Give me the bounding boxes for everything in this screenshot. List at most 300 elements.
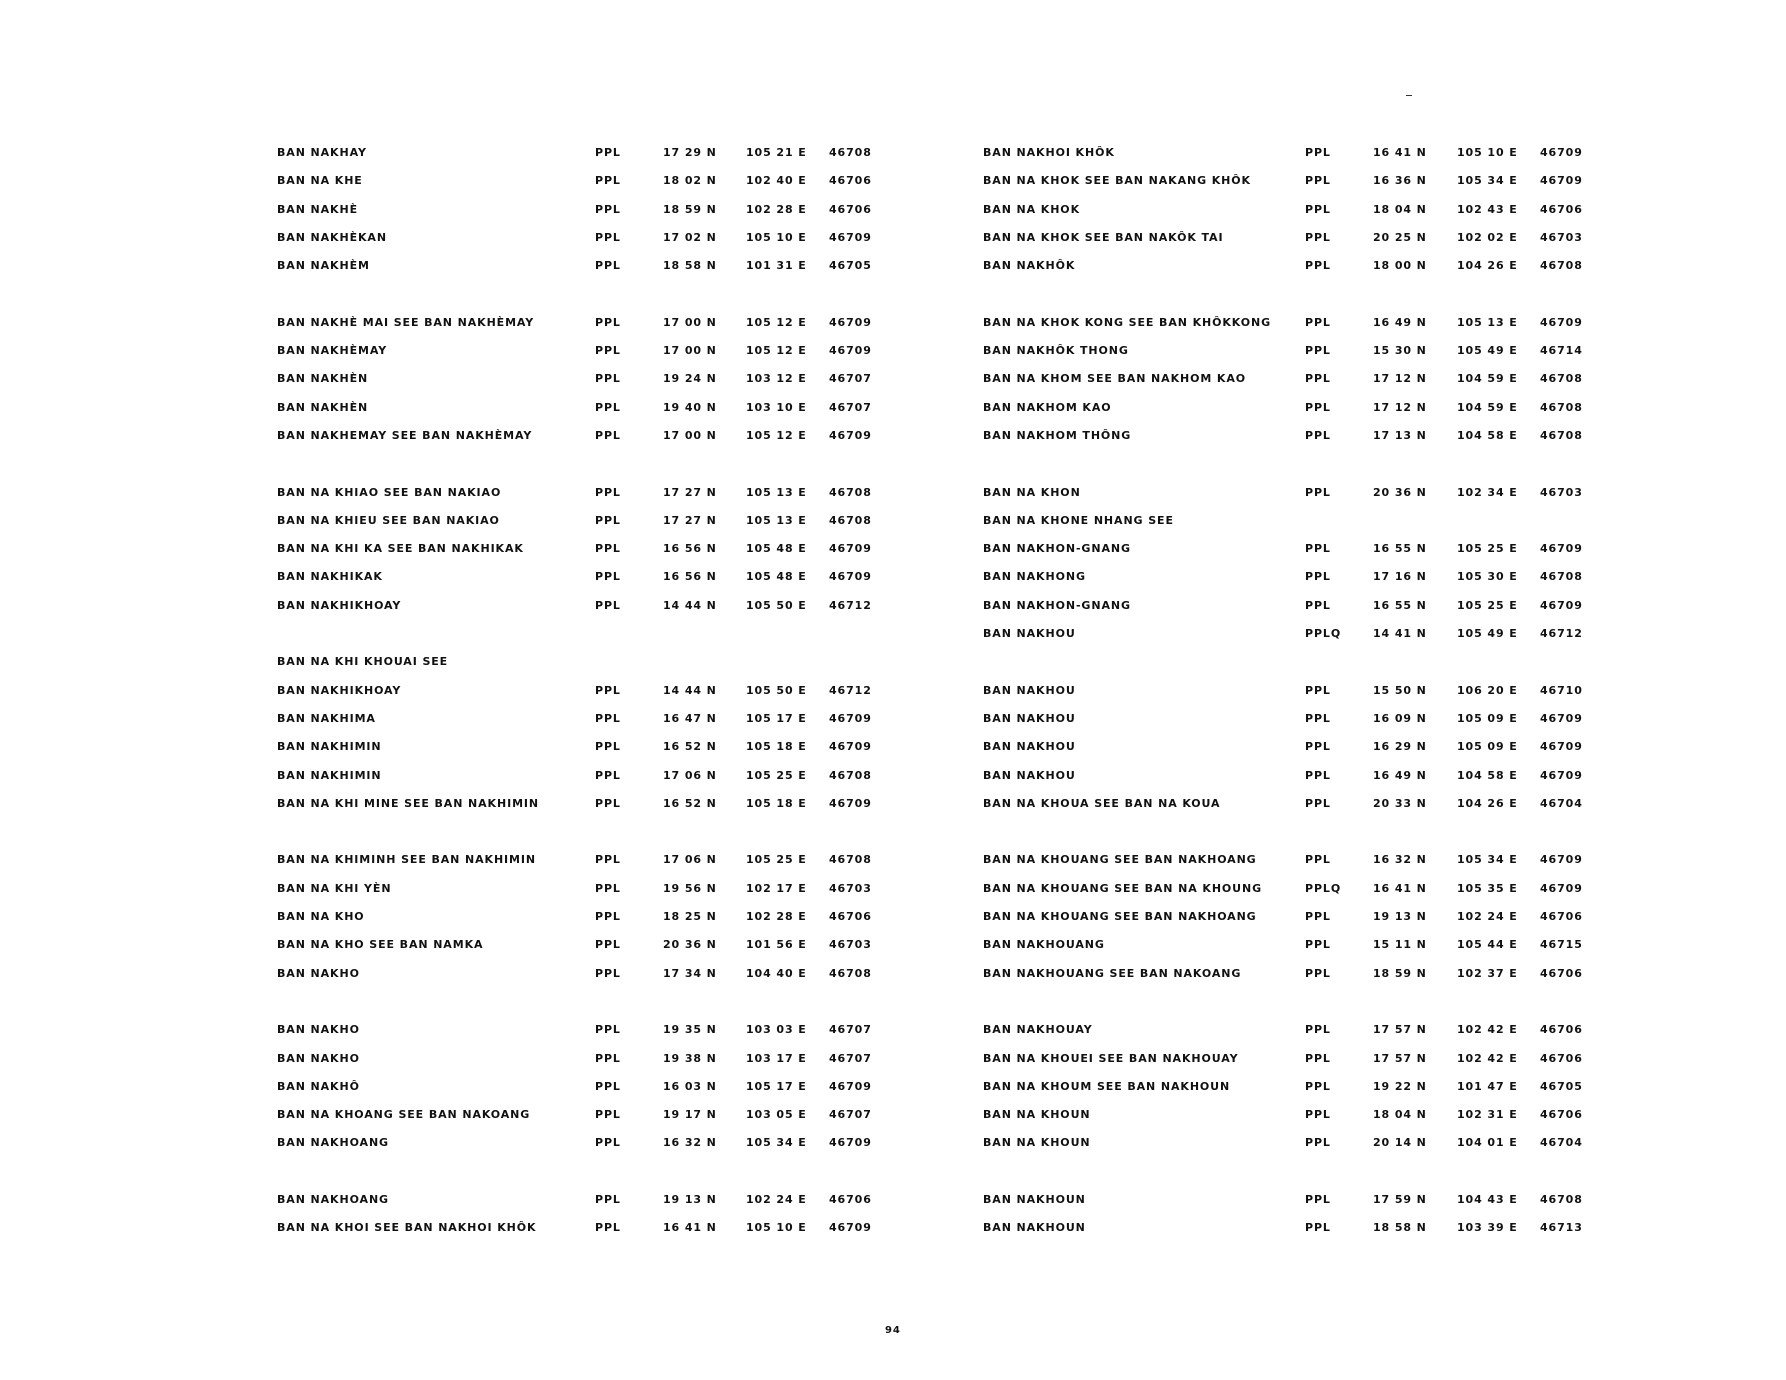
gazetteer-entry [983, 570, 1623, 598]
longitude: 102 24 E [746, 1192, 807, 1206]
gazetteer-entry [277, 769, 917, 797]
feature-type: PPL [595, 372, 621, 386]
map-sheet-code: 46709 [1540, 711, 1583, 725]
gazetteer-entry [983, 967, 1623, 995]
latitude: 19 40 N [663, 400, 717, 414]
map-sheet-code: 46703 [1540, 230, 1583, 244]
map-sheet-code: 46707 [829, 372, 872, 386]
place-name: BAN NAKHOU [983, 683, 1076, 697]
feature-type: PPL [1305, 683, 1331, 697]
place-name: BAN NAKHÈ MAI SEE BAN NAKHÈMAY [277, 315, 535, 329]
gazetteer-entry [277, 1080, 917, 1108]
gazetteer-entry [983, 1221, 1623, 1249]
map-sheet-code: 46709 [829, 1079, 872, 1093]
longitude: 105 18 E [746, 740, 807, 754]
feature-type: PPL [595, 570, 621, 584]
feature-type: PPL [1305, 768, 1331, 782]
feature-type: PPL [1305, 740, 1331, 754]
feature-type: PPL [1305, 853, 1331, 867]
longitude: 105 34 E [746, 1136, 807, 1150]
page-number: 94 [885, 1325, 901, 1336]
map-sheet-code: 46708 [829, 966, 872, 980]
latitude: 18 58 N [1373, 1221, 1427, 1235]
gazetteer-entry [277, 570, 917, 598]
latitude: 20 36 N [663, 938, 717, 952]
gazetteer-entry [277, 1136, 917, 1164]
latitude: 17 00 N [663, 344, 717, 358]
gazetteer-entry [983, 910, 1623, 938]
gazetteer-entry [277, 853, 917, 881]
map-sheet-code: 46708 [1540, 428, 1583, 442]
gazetteer-entry [983, 287, 1623, 315]
map-sheet-code: 46708 [1540, 570, 1583, 584]
longitude: 101 31 E [746, 259, 807, 273]
map-sheet-code: 46704 [1540, 1136, 1583, 1150]
feature-type: PPL [1305, 485, 1331, 499]
gazetteer-entry [277, 287, 917, 315]
map-sheet-code: 46709 [829, 570, 872, 584]
gazetteer-entry [277, 542, 917, 570]
feature-type: PPL [595, 542, 621, 556]
place-name: BAN NAKHOU [983, 627, 1076, 641]
map-sheet-code: 46706 [1540, 1023, 1583, 1037]
place-name: BAN NA KHOUM SEE BAN NAKHOUN [983, 1079, 1231, 1093]
feature-type: PPL [595, 1051, 621, 1065]
place-name: BAN NA KHOUN [983, 1136, 1091, 1150]
latitude: 17 27 N [663, 513, 717, 527]
longitude: 105 12 E [746, 315, 807, 329]
map-sheet-code: 46709 [829, 1221, 872, 1235]
place-name: BAN NA KHOI SEE BAN NAKHOI KHÔK [277, 1221, 537, 1235]
latitude: 19 13 N [663, 1192, 717, 1206]
latitude: 17 59 N [1373, 1192, 1427, 1206]
longitude: 105 18 E [746, 796, 807, 810]
latitude: 16 32 N [663, 1136, 717, 1150]
longitude: 105 13 E [746, 485, 807, 499]
gazetteer-entry [277, 1193, 917, 1221]
latitude: 19 38 N [663, 1051, 717, 1065]
latitude: 14 44 N [663, 598, 717, 612]
map-sheet-code: 46706 [829, 202, 872, 216]
gazetteer-entry [277, 486, 917, 514]
latitude: 16 55 N [1373, 542, 1427, 556]
gazetteer-entry [983, 542, 1623, 570]
longitude: 105 25 E [746, 853, 807, 867]
place-name: BAN NA KHON [983, 485, 1081, 499]
place-name: BAN NAKHOUAY [983, 1023, 1093, 1037]
latitude: 18 04 N [1373, 202, 1427, 216]
longitude: 103 12 E [746, 372, 807, 386]
map-sheet-code: 46709 [1540, 598, 1583, 612]
map-sheet-code: 46709 [829, 315, 872, 329]
map-sheet-code: 46703 [829, 938, 872, 952]
latitude: 17 57 N [1373, 1023, 1427, 1037]
feature-type: PPL [595, 1108, 621, 1122]
map-sheet-code: 46706 [1540, 1108, 1583, 1122]
latitude: 16 52 N [663, 796, 717, 810]
longitude: 103 17 E [746, 1051, 807, 1065]
place-name: BAN NA KHOUN [983, 1108, 1091, 1122]
place-name: BAN NA KHIAO SEE BAN NAKIAO [277, 485, 502, 499]
gazetteer-entry [277, 514, 917, 542]
place-name: BAN NAKHON-GNANG [983, 542, 1131, 556]
place-name: BAN NAKHO [277, 966, 360, 980]
map-sheet-code: 46709 [1540, 146, 1583, 159]
place-name: BAN NAKHIMIN [277, 768, 382, 782]
feature-type: PPL [1305, 570, 1331, 584]
latitude: 16 55 N [1373, 598, 1427, 612]
feature-type: PPL [1305, 1079, 1331, 1093]
latitude: 20 25 N [1373, 230, 1427, 244]
gazetteer-entry [983, 995, 1623, 1023]
place-name: BAN NA KHI YÈN [277, 881, 392, 895]
latitude: 20 36 N [1373, 485, 1427, 499]
place-name: BAN NA KHOK [983, 202, 1080, 216]
latitude: 17 06 N [663, 853, 717, 867]
longitude: 105 10 E [1457, 146, 1518, 159]
latitude: 19 56 N [663, 881, 717, 895]
longitude: 105 48 E [746, 542, 807, 556]
gazetteer-entry [277, 457, 917, 485]
longitude: 102 31 E [1457, 1108, 1518, 1122]
latitude: 17 29 N [663, 146, 717, 159]
gazetteer-entry [983, 203, 1623, 231]
gazetteer-entry [277, 797, 917, 825]
place-name: BAN NAKHO [277, 1051, 360, 1065]
longitude: 105 44 E [1457, 938, 1518, 952]
place-name: BAN NA KHOK SEE BAN NAKÔK TAI [983, 230, 1224, 244]
latitude: 17 13 N [1373, 428, 1427, 442]
map-sheet-code: 46714 [1540, 344, 1583, 358]
longitude: 102 02 E [1457, 230, 1518, 244]
gazetteer-entry [983, 372, 1623, 400]
feature-type: PPL [1305, 146, 1331, 159]
place-name: BAN NA KHE [277, 174, 363, 188]
place-name: BAN NA KHOUEI SEE BAN NAKHOUAY [983, 1051, 1239, 1065]
map-sheet-code: 46708 [829, 853, 872, 867]
place-name: BAN NA KHOANG SEE BAN NAKOANG [277, 1108, 531, 1122]
place-name: BAN NA KHI MINE SEE BAN NAKHIMIN [277, 796, 540, 810]
gazetteer-entry [983, 146, 1623, 174]
longitude: 105 21 E [746, 146, 807, 159]
place-name: BAN NA KHOUA SEE BAN NA KOUA [983, 796, 1221, 810]
left-column [277, 146, 917, 1250]
feature-type: PPL [595, 1023, 621, 1037]
map-sheet-code: 46709 [829, 542, 872, 556]
feature-type: PPL [595, 259, 621, 273]
longitude: 105 13 E [746, 513, 807, 527]
feature-type: PPL [595, 938, 621, 952]
gazetteer-entry [277, 174, 917, 202]
feature-type: PPL [595, 485, 621, 499]
feature-type: PPL [1305, 910, 1331, 924]
longitude: 101 56 E [746, 938, 807, 952]
latitude: 18 59 N [1373, 966, 1427, 980]
place-name: BAN NA KHOUANG SEE BAN NA KHOUNG [983, 881, 1263, 895]
feature-type: PPL [595, 853, 621, 867]
longitude: 105 25 E [1457, 598, 1518, 612]
place-name: BAN NAKHOUN [983, 1192, 1086, 1206]
map-sheet-code: 46706 [829, 910, 872, 924]
map-sheet-code: 46706 [1540, 1051, 1583, 1065]
map-sheet-code: 46709 [829, 711, 872, 725]
map-sheet-code: 46709 [1540, 174, 1583, 188]
gazetteer-entry [277, 429, 917, 457]
latitude: 17 27 N [663, 485, 717, 499]
place-name: BAN NAKHAY [277, 146, 367, 159]
gazetteer-entry [277, 203, 917, 231]
feature-type: PPL [1305, 1136, 1331, 1150]
latitude: 15 11 N [1373, 938, 1427, 952]
map-sheet-code: 46709 [829, 1136, 872, 1150]
place-name: BAN NAKHIKHOAY [277, 598, 402, 612]
map-sheet-code: 46708 [1540, 259, 1583, 273]
longitude: 102 28 E [746, 910, 807, 924]
latitude: 20 14 N [1373, 1136, 1427, 1150]
right-column [983, 146, 1623, 1250]
feature-type: PPL [595, 230, 621, 244]
feature-type: PPL [1305, 344, 1331, 358]
gazetteer-entry [277, 910, 917, 938]
feature-type: PPL [1305, 174, 1331, 188]
longitude: 102 43 E [1457, 202, 1518, 216]
gazetteer-entry [983, 316, 1623, 344]
gazetteer-entry [277, 1221, 917, 1249]
map-sheet-code: 46709 [1540, 740, 1583, 754]
feature-type: PPL [595, 796, 621, 810]
place-name: BAN NAKHÔK THONG [983, 344, 1129, 358]
latitude: 16 56 N [663, 570, 717, 584]
longitude: 102 42 E [1457, 1051, 1518, 1065]
latitude: 17 02 N [663, 230, 717, 244]
place-name: BAN NAKHOANG [277, 1192, 389, 1206]
longitude: 102 34 E [1457, 485, 1518, 499]
feature-type: PPL [1305, 1108, 1331, 1122]
latitude: 16 49 N [1373, 768, 1427, 782]
gazetteer-entry [983, 1165, 1623, 1193]
map-sheet-code: 46712 [829, 598, 872, 612]
feature-type: PPL [1305, 1221, 1331, 1235]
latitude: 16 56 N [663, 542, 717, 556]
map-sheet-code: 46709 [1540, 853, 1583, 867]
feature-type: PPL [1305, 598, 1331, 612]
feature-type: PPL [595, 344, 621, 358]
map-sheet-code: 46709 [1540, 315, 1583, 329]
map-sheet-code: 46715 [1540, 938, 1583, 952]
latitude: 16 49 N [1373, 315, 1427, 329]
map-sheet-code: 46705 [1540, 1079, 1583, 1093]
place-name: BAN NA KHOK SEE BAN NAKANG KHÔK [983, 174, 1251, 188]
map-sheet-code: 46709 [1540, 881, 1583, 895]
feature-type: PPL [595, 428, 621, 442]
latitude: 17 12 N [1373, 400, 1427, 414]
feature-type: PPL [1305, 1192, 1331, 1206]
map-sheet-code: 46707 [829, 1051, 872, 1065]
map-sheet-code: 46703 [1540, 485, 1583, 499]
place-name: BAN NAKHOUN [983, 1221, 1086, 1235]
map-sheet-code: 46709 [829, 230, 872, 244]
latitude: 17 06 N [663, 768, 717, 782]
latitude: 17 12 N [1373, 372, 1427, 386]
longitude: 102 42 E [1457, 1023, 1518, 1037]
feature-type: PPL [595, 1079, 621, 1093]
latitude: 18 04 N [1373, 1108, 1427, 1122]
stray-mark [1406, 95, 1412, 96]
gazetteer-entry [277, 599, 917, 627]
map-sheet-code: 46707 [829, 400, 872, 414]
map-sheet-code: 46708 [829, 146, 872, 159]
gazetteer-entry [983, 627, 1623, 655]
place-name: BAN NAKHIKAK [277, 570, 383, 584]
longitude: 105 10 E [746, 1221, 807, 1235]
longitude: 104 59 E [1457, 372, 1518, 386]
longitude: 104 26 E [1457, 259, 1518, 273]
latitude: 16 41 N [1373, 146, 1427, 159]
place-name: BAN NAKHÈN [277, 372, 369, 386]
place-name: BAN NAKHON-GNANG [983, 598, 1131, 612]
gazetteer-entry [983, 797, 1623, 825]
map-sheet-code: 46708 [829, 513, 872, 527]
longitude: 105 13 E [1457, 315, 1518, 329]
map-sheet-code: 46708 [829, 768, 872, 782]
map-sheet-code: 46708 [1540, 1192, 1583, 1206]
longitude: 104 58 E [1457, 428, 1518, 442]
feature-type: PPL [1305, 711, 1331, 725]
map-sheet-code: 46708 [1540, 400, 1583, 414]
feature-type: PPL [595, 400, 621, 414]
longitude: 105 30 E [1457, 570, 1518, 584]
map-sheet-code: 46709 [1540, 542, 1583, 556]
latitude: 14 41 N [1373, 627, 1427, 641]
gazetteer-entry [277, 316, 917, 344]
longitude: 105 09 E [1457, 740, 1518, 754]
map-sheet-code: 46706 [829, 1192, 872, 1206]
latitude: 19 22 N [1373, 1079, 1427, 1093]
latitude: 17 00 N [663, 315, 717, 329]
feature-type: PPL [1305, 372, 1331, 386]
longitude: 104 01 E [1457, 1136, 1518, 1150]
gazetteer-entry [983, 486, 1623, 514]
longitude: 103 39 E [1457, 1221, 1518, 1235]
latitude: 17 16 N [1373, 570, 1427, 584]
feature-type: PPL [595, 1192, 621, 1206]
place-name: BAN NAKHO [277, 1023, 360, 1037]
longitude: 105 12 E [746, 428, 807, 442]
feature-type: PPL [595, 683, 621, 697]
longitude: 102 37 E [1457, 966, 1518, 980]
place-name: BAN NAKHÔ [277, 1079, 360, 1093]
place-name: BAN NAKHÈ [277, 202, 358, 216]
place-name: BAN NAKHOM THÔNG [983, 428, 1132, 442]
place-name: BAN NA KHIMINH SEE BAN NAKHIMIN [277, 853, 536, 867]
feature-type: PPL [1305, 796, 1331, 810]
map-sheet-code: 46712 [829, 683, 872, 697]
place-name: BAN NAKHÈN [277, 400, 369, 414]
longitude: 104 43 E [1457, 1192, 1518, 1206]
map-sheet-code: 46705 [829, 259, 872, 273]
longitude: 101 47 E [1457, 1079, 1518, 1093]
map-sheet-code: 46706 [1540, 966, 1583, 980]
feature-type: PPLQ [1305, 627, 1342, 641]
gazetteer-entry [983, 712, 1623, 740]
feature-type: PPL [595, 315, 621, 329]
place-name: BAN NA KHOK KONG SEE BAN KHÔKKONG [983, 315, 1271, 329]
map-sheet-code: 46709 [829, 740, 872, 754]
longitude: 105 49 E [1457, 627, 1518, 641]
map-sheet-code: 46704 [1540, 796, 1583, 810]
gazetteer-entry [983, 655, 1623, 683]
gazetteer-entry [983, 769, 1623, 797]
place-name: BAN NAKHÈKAN [277, 230, 387, 244]
latitude: 18 02 N [663, 174, 717, 188]
gazetteer-entry [983, 1108, 1623, 1136]
longitude: 105 09 E [1457, 711, 1518, 725]
map-sheet-code: 46708 [829, 485, 872, 499]
map-sheet-code: 46706 [1540, 910, 1583, 924]
latitude: 15 30 N [1373, 344, 1427, 358]
latitude: 16 09 N [1373, 711, 1427, 725]
feature-type: PPL [1305, 315, 1331, 329]
map-sheet-code: 46709 [829, 428, 872, 442]
longitude: 104 59 E [1457, 400, 1518, 414]
longitude: 104 58 E [1457, 768, 1518, 782]
longitude: 105 49 E [1457, 344, 1518, 358]
latitude: 18 00 N [1373, 259, 1427, 273]
place-name: BAN NA KHOM SEE BAN NAKHOM KAO [983, 372, 1247, 386]
gazetteer-entry [277, 995, 917, 1023]
latitude: 18 59 N [663, 202, 717, 216]
latitude: 18 25 N [663, 910, 717, 924]
latitude: 19 13 N [1373, 910, 1427, 924]
place-name: BAN NAKHOUANG SEE BAN NAKOANG [983, 966, 1242, 980]
gazetteer-entry [983, 231, 1623, 259]
gazetteer-entry [277, 740, 917, 768]
longitude: 105 17 E [746, 1079, 807, 1093]
feature-type: PPL [595, 910, 621, 924]
longitude: 102 28 E [746, 202, 807, 216]
map-sheet-code: 46709 [829, 344, 872, 358]
gazetteer-entry [277, 967, 917, 995]
latitude: 20 33 N [1373, 796, 1427, 810]
latitude: 16 52 N [663, 740, 717, 754]
place-name: BAN NAKHOI KHÔK [983, 146, 1115, 159]
place-name: BAN NAKHOU [983, 711, 1076, 725]
longitude: 105 25 E [746, 768, 807, 782]
gazetteer-entry [277, 882, 917, 910]
place-name: BAN NA KHOUANG SEE BAN NAKHOANG [983, 910, 1257, 924]
gazetteer-entry [277, 684, 917, 712]
gazetteer-entry [277, 1023, 917, 1051]
feature-type: PPL [1305, 966, 1331, 980]
feature-type: PPL [595, 598, 621, 612]
latitude: 16 41 N [663, 1221, 717, 1235]
latitude: 16 47 N [663, 711, 717, 725]
map-sheet-code: 46710 [1540, 683, 1583, 697]
longitude: 103 03 E [746, 1023, 807, 1037]
longitude: 105 25 E [1457, 542, 1518, 556]
longitude: 105 10 E [746, 230, 807, 244]
latitude: 16 32 N [1373, 853, 1427, 867]
longitude: 105 12 E [746, 344, 807, 358]
place-name: BAN NA KHOUANG SEE BAN NAKHOANG [983, 853, 1257, 867]
place-name: BAN NAKHIKHOAY [277, 683, 402, 697]
place-name: BAN NAKHIMIN [277, 740, 382, 754]
place-name: BAN NAKHOU [983, 740, 1076, 754]
gazetteer-entry [983, 1136, 1623, 1164]
latitude: 16 41 N [1373, 881, 1427, 895]
gazetteer-entry [983, 174, 1623, 202]
longitude: 105 17 E [746, 711, 807, 725]
